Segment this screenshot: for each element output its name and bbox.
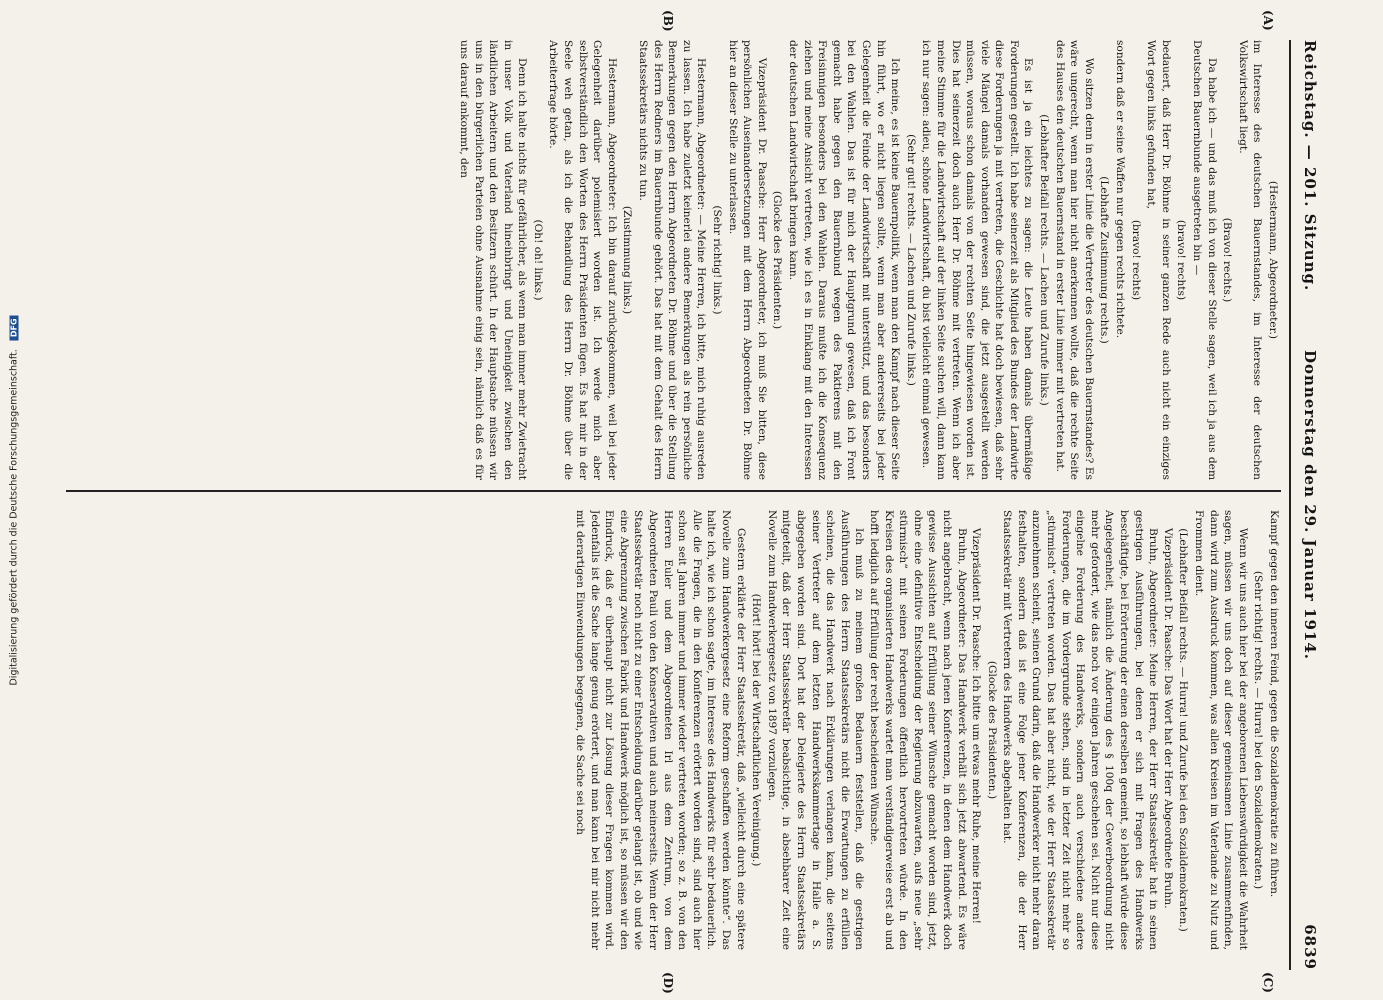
paragraph: Ich muß zu meinem großen Bedauern feststellen, daß die gestrigen Ausführungen des Herrn Staatssekretärs nicht die Erwartungen zu erfüllen scheinen, die das Handwerk nach Erklärungen verlangen kann, die seitens seiner Vertreter auf dem letzten Handwerkskammertage in Halle a. S. abgegeben worden sind. Dort hat der Delegierte des Herrn Staatssekretärs mitgeteilt, daß der Herr Staatssekretär beabsichtige, in absehbarer Zeit eine Novelle zum Handwerkergesetz von 1897 vorzulegen. [765,510,866,950]
paragraph: Wo sitzen denn in erster Linie die Vertreter des deutschen Bauernstandes? Es wäre ungerecht, wenn man hier nicht anerkennen wollte, daß die rechte Seite des Hauses den deutschen Bauernstand in erster Linie immer mit vertreten hat. [1053,40,1095,480]
paragraph: im Interesse des deutschen Bauernstandes, im Interesse der deutschen Volkswirtschaft liegt. [1236,40,1264,480]
paragraph: Kampf gegen den inneren Feind, gegen die Sozialdemokratie zu führen. [1268,510,1280,898]
paragraph: Bruhn, Abgeordneter: Das Handwerk verhält sich jetzt abwartend. Es wäre nicht angebracht, wenn nach jenen Konferenzen, in denen dem Handwerk doch gewisse Aussichten auf Erfüllung seiner Wünsche gemacht worden sind, jetzt, ohne eine definitive Entscheidung der Regierung abzuwarten, aufs neue „sehr stürmisch“ mit seinen Forderungen öffentlich hervortreten würde. In den Kreisen des organisierten Handwerks wartet man verständigerweise erst ab und hofft lediglich auf Erfüllung der recht bescheidenen Wünsche. [867,510,968,950]
page-number: 6839 [1301,924,1319,970]
rotated-page-content [15,0,1335,1000]
margin-marker-b: (B) [661,10,675,32]
paragraph: Hestermann, Abgeordneter: — Meine Herren, ich bitte, mich ruhig ausreden zu lassen. Ich habe zuletzt keinerlei andere Bemerkungen als rein persönliche Bemerkungen gegen den Herrn Abgeordneten Dr. Böhme und über die Stellung des Herrn Redners im Bauernbunde gehört. Das hat mit dem Gehalt des Herrn Staatssekretärs nichts zu tun. [637,40,708,480]
margin-marker-c: (C) [1261,972,1275,993]
column-divider [66,490,1281,492]
stage-direction: (Lebhafter Beifall rechts. — Hurra! und Zurufe bei den Sozialdemokraten.) [1177,528,1190,932]
stage-direction: (Glocke des Präsidenten.) [985,660,998,800]
stage-direction: (Sehr richtig! links.) [711,205,724,315]
stage-direction: (Sehr gut! rechts. — Lachen und Zurufe links.) [904,134,917,386]
paragraph: Denn ich halte nichts für gefährlicher, als wenn man immer mehr Zwietracht in unser Volk und Vaterland hineinbringt und Uneinigkeit zwischen den ländlichen Arbeitern und den Besitzern schürt. In der Hauptsache müssen wir uns in den bürgerlichen Parteien ohne Ausnahme einig sein, nämlich daß es für uns darauf ankommt, den [457,40,529,480]
stage-direction: (Sehr richtig! rechts. — Hurra! bei den Sozialdemokraten.) [1252,570,1265,890]
stage-direction: (Oh! oh! links.) [531,219,544,301]
header-section: Reichstag. — 201. Sitzung. [1301,40,1319,292]
stage-direction: (bravo! rechts) [1129,219,1142,301]
paragraph: Bruhn, Abgeordneter: Meine Herren, der Herr Staatssekretär hat in seinen gestrigen Ausführungen, bei denen er sich mit Fragen des Handwerks beschäftigte, bei Erörterung der einen derselben gemeint, so lebhaft würde diese Angelegenheit, nämlich die Änderung des § 100q der Gewerbeordnung nicht mehr gefordert, wie das noch vor einigen Jahren geschehen sei. Nicht nur diese eingelne Forderung des Handwerks, sondern auch verschiedene andere Forderungen, die im Vordergrunde stehen, sind in letzter Zeit nicht mehr so „stürmisch“ vertreten worden. Das hat aber nicht, wie der Herr Staatssekretär anzunehmen scheint, seinen Grund darin, daß die Handwerker nicht mehr daran festhalten, sondern daß ist eine Folge jener Konferenzen, die der Herr Staatssekretär mit Vertretern des Handwerks abgehalten hat. [1001,510,1160,950]
credit-text: Digitalisierung gefördert durch die Deutsche Forschungsgemeinschaft. [8,348,20,686]
paragraph: Es ist ja ein leichtes zu sagen: die Leute haben damals übermäßige Forderungen gestellt. Ich habe seinerzeit als Mitglied des Bundes der Landwirte diese Forderungen ja mit vertreten, die Geschichte hat doch bewiesen, daß sehr viele Mängel damals vorhanden gewesen sind, die jetzt ausgestellt werden müssen, woraus schon damals von der rechten Seite hingewiesen worden ist. Dies hat seinerzeit doch auch Herr Dr. Böhme mit vertreten. Wenn ich aber meine Stimme für die Landwirtschaft auf der linken Seite suchen will, dann kann ich nur sagen: adieu, schöne Landwirtschaft, du bist vielleicht einmal gewesen. [920,40,1035,480]
paragraph: Vizepräsident Dr. Paasche: Herr Abgeordneter, ich muß Sie bitten, diese persönlichen Auseinandersetzungen mit dem Herrn Abgeordneten Dr. Böhme hier an dieser Stelle zu unterlassen. [726,40,768,480]
stage-direction: (Lebhafter Beifall rechts. — Lachen und Zurufe links.) [1038,114,1051,406]
stage-direction: (Bravo! rechts.) [1221,217,1234,303]
stage-direction: (bravo! rechts) [1175,219,1188,301]
paragraph: Ich meine, es ist keine Bauernpolitik, wenn man den Kampf nach dieser Seite hin führt, wo er nicht liegen sollte, wenn man aber andererseits bei jeder Gelegenheit die Feinde der Landwirtschaft mit unterstützt, und das besonders bei den Wahlen. Das ist für mich der Hauptgrund gewesen, daß ich Front gemacht habe gegen den Bauernbund wegen des Paktierens mit den Freisinnigen besonders bei den Wahlen. Daraus mußte ich die Konsequenz ziehen und meine Ansicht vertreten, wie ich es in Einklang mit den Interessen der deutschen Landwirtschaft bringen kann. [787,40,902,480]
paragraph: sondern daß er seine Waffen nur gegen rechts richtete. [1114,40,1127,339]
page-header [1289,40,1325,970]
dfg-logo: DFG [10,315,19,340]
paragraph: Wenn wir uns auch hier bei der angeborenen Liebenswürdigkeit die Wahrheit sagen, müssen wir uns doch auf dieser gemeinsamen Linie zusammenfinden, dann wird zum Ausdruck kommen, was allen Kreisen im Vaterlande zu Nutz und Frommen dient. [1193,510,1249,950]
stage-direction: (Glocke des Präsidenten.) [771,190,784,330]
stage-direction: (Hestermann, Abgeordneter.) [1267,180,1279,340]
stage-direction: (Zustimmung links.) [621,205,634,315]
paragraph: bedauert, daß Herr Dr. Böhme in seiner ganzen Rede auch nicht ein einziges Wort gegen links gefunden hat, [1145,40,1172,480]
stage-direction: (Lebhafte Zustimmung rechts.) [1098,176,1111,344]
left-text-column [66,40,1281,480]
stage-direction: (Hört! hört! bei der Wirtschaftlichen Vereinigung.) [750,593,763,867]
paragraph: Vizepräsident Dr. Paasche: Das Wort hat der Herr Abgeordnete Bruhn. [1161,528,1174,909]
paragraph: Da habe ich — und das muß ich von dieser Stelle sagen, weil ich ja aus dem Deutschen Bauernbunde ausgetreten bin — [1191,40,1218,480]
margin-marker-d: (D) [661,972,675,994]
margin-marker-a: (A) [1261,10,1275,31]
paragraph: Gestern erklärte der Herr Staatssekretär, daß „vielleicht durch eine spätere Novelle zum Handwerkergesetz eine Reform geschaffen werden könnte“. Das halte ich, wie ich schon sagte, im Interesse des Handwerks für sehr bedauerlich. Alle die Fragen, die in den Konferenzen erörtert worden sind, sind auch hier schon seit Jahren immer und immer wieder vertreten worden; so z. B. von den Herren Euler und dem Abgeordneten Irl aus dem Zentrum, von dem Abgeordneten Pauli von den Konservativen und auch meinerseits. Wenn der Herr Staatssekretär noch nicht zu einer Entscheidung darüber gelangt ist, ob und wie eine Abgrenzung zwischen Fabrik und Handwerk möglich ist, so müssen wir den Eindruck, daß er überhaupt nicht zur Lösung dieser Fragen kommen wird. Jedenfalls ist die Sache lange genug erörtert, und man kann bei mir nicht mehr mit derartigen Einwendungen begegnen, die Sache sei noch [574,510,747,950]
paragraph: Vizepräsident Dr. Paasche: Ich bitte um etwas mehr Ruhe, meine Herren! [970,528,983,924]
paragraph: Hestermann, Abgeordneter: Ich bin darauf zurückgekommen, weil bei jeder Gelegenheit darüber polemisiert worden ist. Ich werde mich aber selbstverständlich den Worten des Herrn Präsidenten fügen. Es hat mir in der Seele weh getan, als ich die Behandlung des Herrn Dr. Böhme über die Arbeiterfrage hörte. [547,40,618,480]
right-text-column [66,510,1281,950]
digitization-credit [2,0,26,1000]
header-date: Donnerstag den 29. Januar 1914. [1301,350,1319,660]
